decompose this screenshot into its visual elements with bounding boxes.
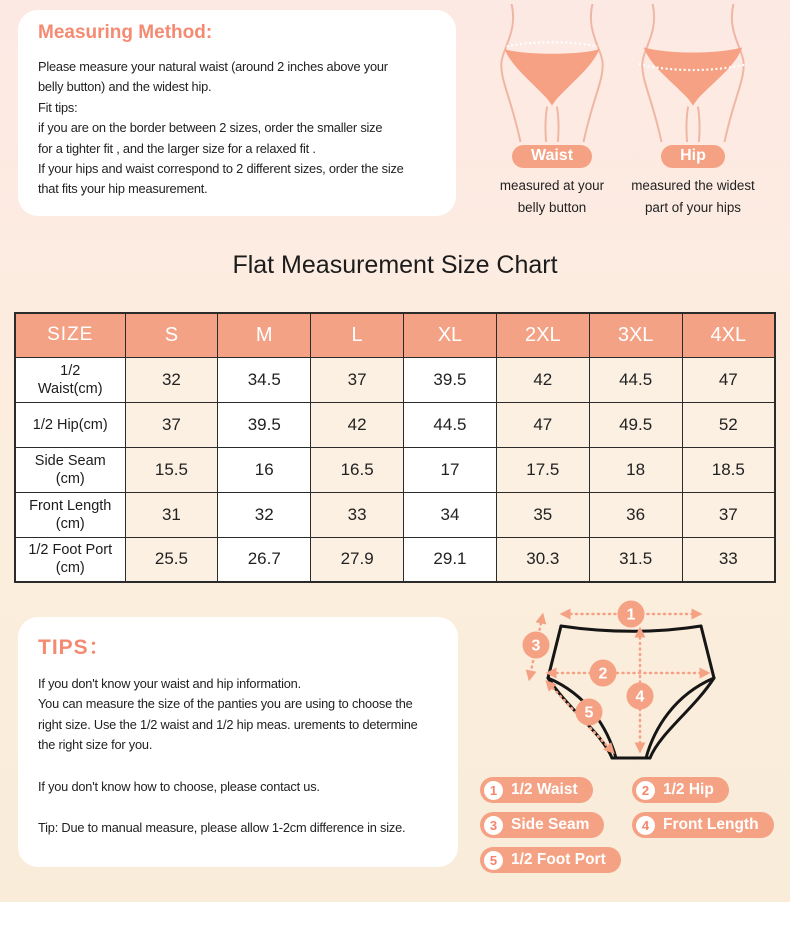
measuring-method-card <box>18 10 456 216</box>
size-header-2XL: 2XL <box>496 313 589 357</box>
badge-3: 3 <box>531 637 541 655</box>
size-table-header <box>15 313 775 357</box>
size-cell: 42 <box>496 357 589 402</box>
row-label: Front Length (cm) <box>15 492 125 537</box>
size-cell: 49.5 <box>589 402 682 447</box>
figure-caption-line: part of your hips <box>644 200 742 215</box>
badge-2: 2 <box>598 665 608 683</box>
waist-torso-illustration-icon <box>487 4 617 142</box>
size-cell: 34.5 <box>218 357 311 402</box>
size-cell: 18.5 <box>682 447 775 492</box>
legend-pill-2 <box>632 777 729 803</box>
size-header-3XL: 3XL <box>589 313 682 357</box>
measuring-method-line: If your hips and waist correspond to 2 different sizes, order the size <box>38 161 404 177</box>
hip-figure-block <box>608 0 778 219</box>
size-cell: 31.5 <box>589 537 682 582</box>
size-cell: 16 <box>218 447 311 492</box>
size-cell: 17.5 <box>496 447 589 492</box>
size-header-4XL: 4XL <box>682 313 775 357</box>
legend-pill-1 <box>480 777 593 803</box>
hip-badge: Hip <box>661 145 725 168</box>
size-cell: 30.3 <box>496 537 589 582</box>
figure-caption-line: belly button <box>517 200 587 215</box>
size-cell: 17 <box>404 447 497 492</box>
figure-caption-line: measured the widest <box>631 178 755 193</box>
measuring-method-lines <box>38 57 404 200</box>
legend-label: 1/2 Hip <box>663 781 714 798</box>
size-cell: 39.5 <box>218 402 311 447</box>
table-row <box>15 537 775 582</box>
tips-line: Tip: Due to manual measure, please allow 1-2cm difference in size. <box>38 820 406 836</box>
legend-label: Side Seam <box>511 816 590 833</box>
tips-card <box>18 617 458 867</box>
badge-1: 1 <box>626 606 636 624</box>
legend-number-badge: 1 <box>484 781 503 800</box>
size-cell: 33 <box>682 537 775 582</box>
size-cell: 47 <box>496 402 589 447</box>
legend-pill-3 <box>480 812 604 838</box>
size-header-S: S <box>125 313 218 357</box>
size-header-M: M <box>218 313 311 357</box>
row-label: 1/2 Foot Port (cm) <box>15 537 125 582</box>
legend-number-badge: 3 <box>484 816 503 835</box>
size-cell: 32 <box>125 357 218 402</box>
table-row <box>15 402 775 447</box>
size-cell: 36 <box>589 492 682 537</box>
size-cell: 37 <box>125 402 218 447</box>
size-cell: 44.5 <box>404 402 497 447</box>
measuring-method-line: for a tighter fit , and the larger size for a relaxed fit . <box>38 140 316 156</box>
size-table-body <box>15 357 775 582</box>
size-cell: 15.5 <box>125 447 218 492</box>
measuring-method-line: that fits your hip measurement. <box>38 181 208 197</box>
legend-pill-4 <box>632 812 774 838</box>
legend-pill-5 <box>480 847 621 873</box>
size-cell: 31 <box>125 492 218 537</box>
tips-line: the right size for you. <box>38 737 153 753</box>
badge-5: 5 <box>584 704 594 722</box>
tips-line: right size. Use the 1/2 waist and 1/2 hip meas. urements to determine <box>38 716 418 732</box>
size-header-L: L <box>311 313 404 357</box>
tips-line: You can measure the size of the panties you are using to choose the <box>38 696 413 712</box>
size-chart-title: Flat Measurement Size Chart <box>232 251 558 279</box>
size-cell: 27.9 <box>311 537 404 582</box>
measuring-method-line: Fit tips: <box>38 99 78 115</box>
tips-line: If you don't know your waist and hip information. <box>38 676 301 691</box>
row-label: 1/2 Hip(cm) <box>15 402 125 447</box>
panty-measurement-diagram-icon <box>508 599 768 774</box>
row-label: 1/2 Waist(cm) <box>15 357 125 402</box>
size-cell: 37 <box>311 357 404 402</box>
size-cell: 18 <box>589 447 682 492</box>
measuring-method-line: Please measure your natural waist (around 2 inches above your <box>38 59 388 74</box>
waist-caption <box>500 175 604 219</box>
tips-paragraph <box>38 777 418 797</box>
hip-torso-illustration-icon <box>628 4 758 142</box>
size-cell: 52 <box>682 402 775 447</box>
measurement-legend <box>480 777 774 873</box>
tips-title: TIPS： <box>38 636 111 659</box>
size-cell: 35 <box>496 492 589 537</box>
size-cell: 25.5 <box>125 537 218 582</box>
size-chart-table <box>14 312 776 583</box>
waist-badge: Waist <box>512 145 592 168</box>
legend-label: 1/2 Waist <box>511 781 578 798</box>
size-cell: 32 <box>218 492 311 537</box>
table-row <box>15 492 775 537</box>
table-row <box>15 357 775 402</box>
size-cell: 29.1 <box>404 537 497 582</box>
measuring-method-line: belly button) and the widest hip. <box>38 79 212 95</box>
badge-4: 4 <box>635 688 645 706</box>
table-row <box>15 447 775 492</box>
legend-number-badge: 2 <box>636 781 655 800</box>
size-cell: 26.7 <box>218 537 311 582</box>
size-cell: 47 <box>682 357 775 402</box>
row-label: Side Seam (cm) <box>15 447 125 492</box>
size-cell: 42 <box>311 402 404 447</box>
size-cell: 37 <box>682 492 775 537</box>
size-cell: 39.5 <box>404 357 497 402</box>
legend-number-badge: 5 <box>484 851 503 870</box>
tips-paragraphs <box>38 674 418 838</box>
legend-label: 1/2 Foot Port <box>511 851 606 868</box>
tips-paragraph <box>38 818 418 838</box>
size-cell: 44.5 <box>589 357 682 402</box>
tips-line: If you don't know how to choose, please contact us. <box>38 778 320 794</box>
size-cell: 16.5 <box>311 447 404 492</box>
size-cell: 33 <box>311 492 404 537</box>
legend-label: Front Length <box>663 816 759 833</box>
tips-paragraph <box>38 674 418 756</box>
figure-caption-line: measured at your <box>499 178 605 193</box>
size-cell: 34 <box>404 492 497 537</box>
hip-caption <box>631 175 755 219</box>
size-column-header: SIZE <box>15 313 125 357</box>
measuring-method-line: if you are on the border between 2 sizes, order the smaller size <box>38 120 383 136</box>
legend-number-badge: 4 <box>636 816 655 835</box>
size-table-header-row <box>15 313 775 357</box>
measuring-method-title: Measuring Method: <box>38 22 213 43</box>
size-header-XL: XL <box>404 313 497 357</box>
